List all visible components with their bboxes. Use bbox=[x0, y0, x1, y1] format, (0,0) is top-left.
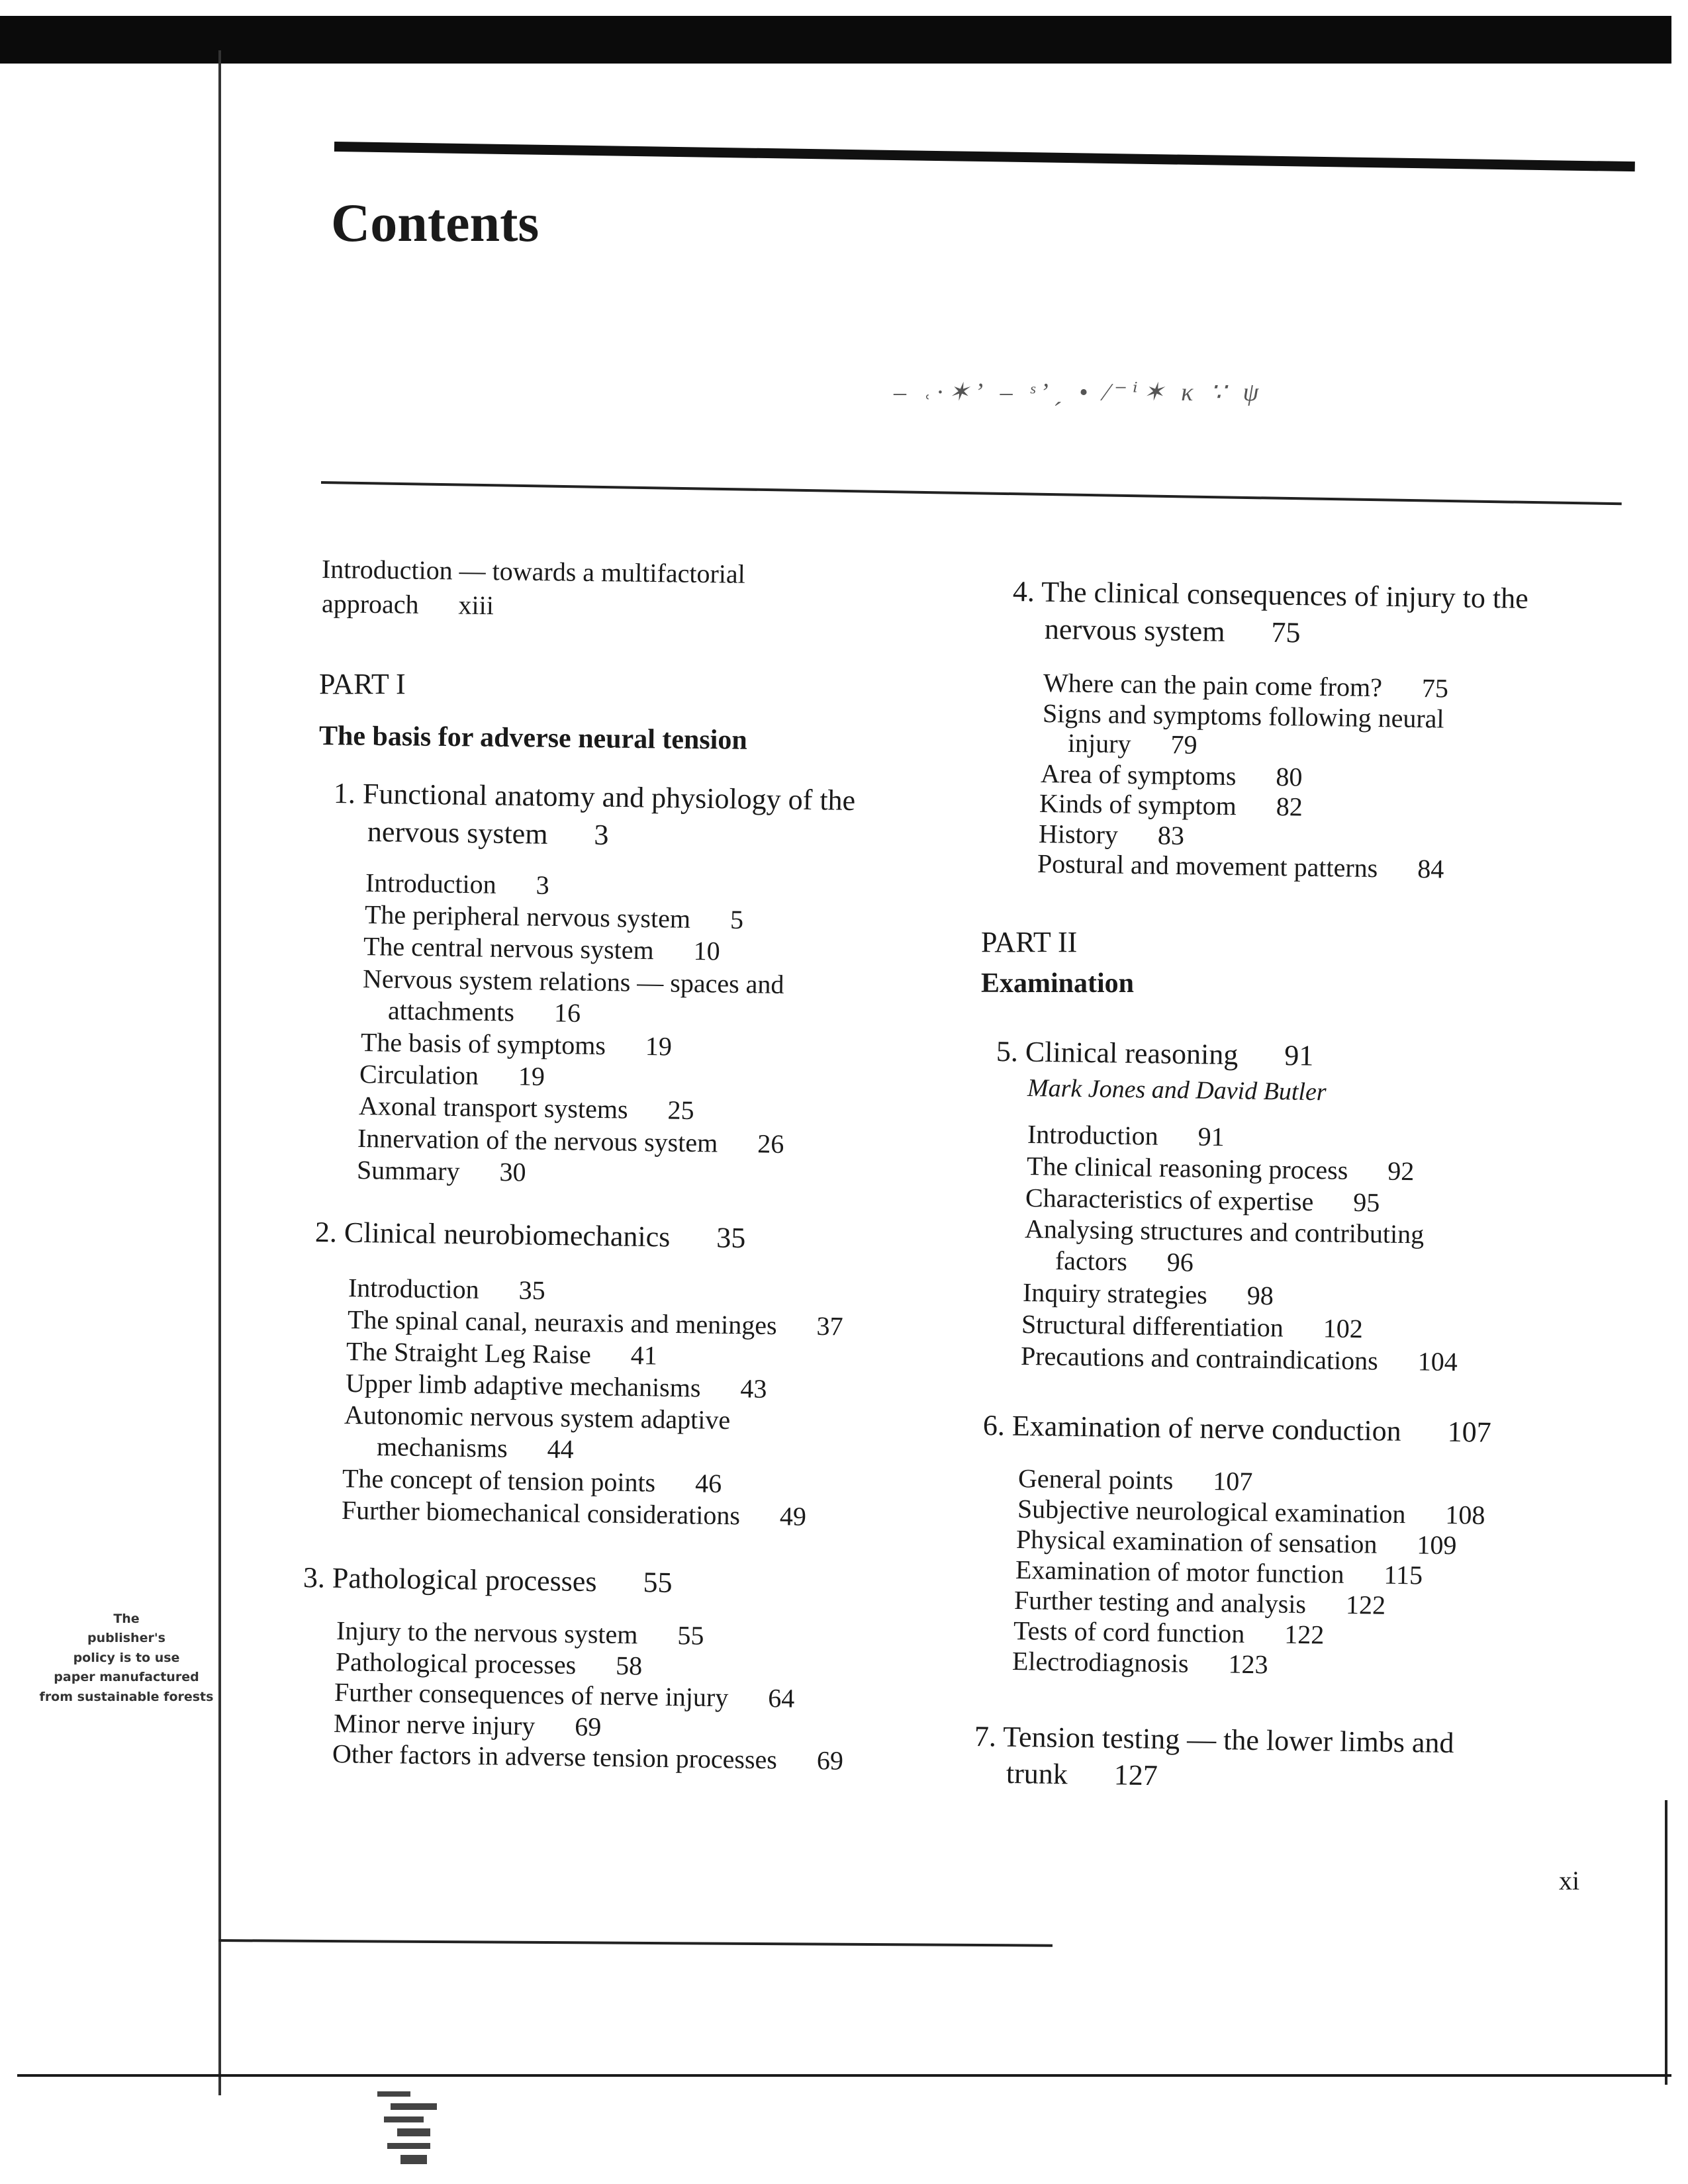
chapter-page: 3 bbox=[594, 818, 609, 852]
toc-entry-title: The basis of symptoms bbox=[360, 1027, 606, 1061]
left-margin-rule bbox=[218, 50, 221, 2095]
toc-entry bbox=[341, 1494, 806, 1533]
toc-entry-title: The clinical reasoning process bbox=[1026, 1150, 1348, 1185]
toc-entry-page: 69 bbox=[574, 1711, 602, 1742]
chapter-title: nervous system bbox=[367, 815, 548, 850]
toc-entry bbox=[345, 1367, 767, 1405]
toc-entry bbox=[335, 1646, 642, 1682]
toc-entry-title: Minor nerve injury bbox=[333, 1707, 536, 1741]
toc-entry-title: Tests of cord function bbox=[1013, 1615, 1245, 1649]
toc-entry-title: Electrodiagnosis bbox=[1011, 1646, 1189, 1678]
toc-entry bbox=[376, 1431, 573, 1465]
toc-entry bbox=[1018, 1463, 1253, 1498]
toc-entry-page: 55 bbox=[677, 1620, 704, 1651]
toc-entry-page: 16 bbox=[553, 997, 581, 1028]
toc-entry-page: 26 bbox=[757, 1128, 784, 1159]
toc-entry-title: Area of symptoms bbox=[1040, 758, 1237, 791]
chapter-title: Clinical reasoning bbox=[1025, 1035, 1239, 1071]
toc-entry-title: The central nervous system bbox=[363, 931, 655, 966]
chapter-page: 91 bbox=[1284, 1039, 1314, 1072]
toc-entry-page: 43 bbox=[739, 1373, 767, 1404]
scan-smudge bbox=[371, 2085, 457, 2171]
chapter-title: The clinical consequences of injury to the bbox=[1041, 575, 1529, 615]
part-title: The basis for adverse neural tension bbox=[318, 721, 747, 756]
toc-entry-page: 30 bbox=[498, 1156, 526, 1187]
toc-entry-page: 35 bbox=[518, 1275, 546, 1306]
toc-entry bbox=[360, 1026, 672, 1063]
chapter-number: 7. bbox=[974, 1720, 997, 1753]
toc-entry-title: Injury to the nervous system bbox=[336, 1615, 638, 1650]
notice-line: The bbox=[113, 1612, 140, 1626]
toc-entry-title: factors bbox=[1055, 1246, 1128, 1277]
toc-entry-title: History bbox=[1038, 818, 1118, 850]
toc-entry-page: 123 bbox=[1228, 1649, 1268, 1680]
toc-entry-page: 122 bbox=[1345, 1589, 1386, 1620]
toc-entry-title: Inquiry strategies bbox=[1022, 1277, 1207, 1310]
chapter-title: Functional anatomy and physiology of the bbox=[362, 777, 856, 817]
toc-entry bbox=[1012, 1645, 1268, 1680]
bottom-rule bbox=[17, 2074, 1671, 2077]
notice-line: from sustainable forests bbox=[39, 1689, 214, 1704]
toc-entry bbox=[1039, 788, 1303, 823]
toc-entry bbox=[358, 1090, 694, 1126]
publisher-notice bbox=[30, 1610, 222, 1707]
toc-entry-page: 44 bbox=[546, 1433, 574, 1465]
notice-line: publisher's bbox=[87, 1631, 165, 1646]
chapter-number: 1. bbox=[333, 777, 356, 810]
chapter-number: 6. bbox=[982, 1409, 1006, 1442]
toc-entry-title: Analysing structures and contributing bbox=[1024, 1214, 1424, 1250]
chapter-number: 4. bbox=[1012, 575, 1035, 608]
toc-entry-title: Precautions and contraindications bbox=[1020, 1340, 1378, 1376]
toc-entry-page: 91 bbox=[1197, 1121, 1225, 1152]
toc-entry-page: 104 bbox=[1417, 1345, 1458, 1377]
margin-scribble: ‒ ˓·✶ʼ – ˢ’ˏ • ∕⁻ⁱ✶ κ ∵ ψ bbox=[894, 379, 1264, 406]
chapter-number: 2. bbox=[314, 1216, 338, 1249]
toc-entry-page: 109 bbox=[1417, 1529, 1457, 1561]
toc-entry-title: The Straight Leg Raise bbox=[346, 1336, 592, 1370]
toc-entry-page: 19 bbox=[518, 1061, 545, 1092]
toc-entry bbox=[346, 1336, 658, 1372]
toc-entry-title: General points bbox=[1017, 1463, 1174, 1496]
toc-entry bbox=[363, 931, 720, 968]
chapter-page: 55 bbox=[643, 1566, 673, 1599]
toc-entry-page: 25 bbox=[667, 1095, 694, 1126]
toc-entry-page: 95 bbox=[1353, 1187, 1380, 1218]
toc-entry-page: 3 bbox=[536, 870, 550, 900]
right-edge-rule bbox=[1665, 1800, 1667, 2085]
chapter-heading bbox=[315, 1216, 746, 1254]
chapter-title: trunk bbox=[1006, 1757, 1068, 1791]
chapter-title: Tension testing — the lower limbs and bbox=[1002, 1720, 1454, 1760]
toc-intro-line2 bbox=[322, 588, 494, 621]
toc-entry-page: 84 bbox=[1417, 854, 1444, 884]
toc-entry-page: 122 bbox=[1284, 1619, 1325, 1650]
toc-entry bbox=[357, 1122, 784, 1160]
toc-entry bbox=[1038, 818, 1184, 852]
toc-entry-title: Introduction bbox=[365, 868, 497, 899]
toc-entry-title: Kinds of symptom bbox=[1039, 788, 1237, 821]
chapter-author: Mark Jones and David Butler bbox=[1027, 1074, 1327, 1107]
toc-entry-page: 69 bbox=[816, 1745, 844, 1776]
chapter-title: Clinical neurobiomechanics bbox=[344, 1216, 671, 1253]
toc-entry-title: Introduction bbox=[348, 1273, 480, 1304]
chapter-heading bbox=[996, 1036, 1314, 1072]
chapter-heading bbox=[974, 1721, 1454, 1760]
chapter-title: nervous system bbox=[1044, 613, 1225, 648]
toc-intro-line1: Introduction — towards a multifactorial bbox=[321, 554, 746, 589]
toc-entry-page: 92 bbox=[1387, 1156, 1415, 1186]
toc-entry-title: mechanisms bbox=[376, 1432, 508, 1463]
chapter-number: 5. bbox=[996, 1035, 1019, 1068]
toc-intro-title: approach bbox=[321, 588, 419, 619]
toc-entry bbox=[332, 1738, 844, 1777]
toc-entry-page: 102 bbox=[1323, 1313, 1364, 1343]
toc-entry bbox=[388, 995, 581, 1029]
toc-entry-title: Examination of motor function bbox=[1015, 1555, 1344, 1589]
part-label: PART II bbox=[981, 926, 1078, 958]
toc-entry bbox=[1021, 1308, 1363, 1345]
chapter-heading bbox=[334, 778, 856, 817]
toc-entry-page: 79 bbox=[1170, 729, 1197, 760]
toc-entry bbox=[348, 1272, 545, 1306]
toc-entry-page: 83 bbox=[1157, 820, 1184, 850]
section-rule bbox=[321, 481, 1622, 505]
chapter-page: 35 bbox=[716, 1221, 746, 1255]
scan-top-band bbox=[0, 16, 1671, 64]
part-label: PART I bbox=[319, 668, 406, 700]
chapter-page: 127 bbox=[1113, 1758, 1158, 1792]
toc-entry bbox=[1027, 1118, 1225, 1153]
chapter-heading-cont bbox=[1006, 1758, 1158, 1792]
toc-entry-title: Nervous system relations — spaces and bbox=[362, 963, 784, 999]
notice-line: policy is to use bbox=[73, 1650, 180, 1665]
toc-entry-page: 75 bbox=[1421, 672, 1449, 704]
toc-entry-title: Autonomic nervous system adaptive bbox=[344, 1400, 731, 1435]
toc-entry-title: Postural and movement patterns bbox=[1037, 848, 1378, 884]
toc-entry-title: Where can the pain come from? bbox=[1043, 668, 1383, 703]
toc-entry-title: Pathological processes bbox=[335, 1646, 577, 1680]
toc-entry-page: 96 bbox=[1166, 1247, 1194, 1278]
toc-entry bbox=[365, 867, 549, 901]
toc-entry-title: Innervation of the nervous system bbox=[357, 1122, 718, 1158]
toc-entry bbox=[1022, 1277, 1273, 1312]
toc-entry-page: 107 bbox=[1213, 1466, 1253, 1496]
toc-entry-title: Circulation bbox=[359, 1059, 479, 1091]
toc-entry-title: injury bbox=[1067, 728, 1131, 759]
toc-entry-page: 49 bbox=[779, 1501, 806, 1531]
toc-entry-title: Other factors in adverse tension processes bbox=[332, 1739, 778, 1775]
chapter-page: 107 bbox=[1447, 1415, 1491, 1449]
chapter-heading-cont bbox=[1045, 614, 1301, 649]
chapter-heading bbox=[1013, 576, 1528, 615]
chapter-page: 75 bbox=[1271, 615, 1301, 649]
toc-entry bbox=[1068, 727, 1197, 761]
toc-entry-title: The spinal canal, neuraxis and meninges bbox=[347, 1304, 777, 1341]
toc-intro-page: xiii bbox=[458, 590, 494, 621]
footer-rule bbox=[218, 1939, 1053, 1947]
toc-entry-page: 80 bbox=[1275, 761, 1303, 792]
toc-entry-title: Summary bbox=[356, 1154, 460, 1186]
chapter-number: 3. bbox=[303, 1561, 326, 1594]
chapter-title: Pathological processes bbox=[332, 1561, 597, 1598]
chapter-title: Examination of nerve conduction bbox=[1011, 1409, 1402, 1447]
toc-entry-page: 108 bbox=[1444, 1500, 1485, 1530]
toc-entry-title: The concept of tension points bbox=[342, 1463, 656, 1498]
toc-entry-title: Subjective neurological examination bbox=[1017, 1494, 1406, 1529]
toc-entry bbox=[359, 1058, 545, 1093]
title-rule bbox=[334, 142, 1635, 171]
toc-entry-title: Characteristics of expertise bbox=[1025, 1182, 1314, 1216]
toc-entry-page: 58 bbox=[615, 1650, 643, 1680]
toc-entry-title: attachments bbox=[387, 995, 515, 1027]
toc-entry-page: 82 bbox=[1276, 791, 1303, 822]
toc-entry-page: 41 bbox=[630, 1340, 658, 1371]
chapter-heading bbox=[303, 1562, 673, 1599]
toc-entry-title: The peripheral nervous system bbox=[364, 899, 690, 934]
toc-entry bbox=[342, 1463, 722, 1500]
toc-entry bbox=[356, 1154, 526, 1189]
chapter-heading-cont bbox=[367, 816, 609, 851]
toc-entry bbox=[333, 1707, 601, 1743]
toc-entry bbox=[364, 899, 743, 936]
toc-entry-page: 64 bbox=[767, 1683, 795, 1713]
toc-entry bbox=[1037, 848, 1444, 886]
toc-entry-title: Upper limb adaptive mechanisms bbox=[345, 1368, 701, 1403]
toc-entry-title: Further biomechanical considerations bbox=[341, 1495, 740, 1531]
toc-entry-title: Axonal transport systems bbox=[358, 1091, 628, 1125]
toc-entry-title: Further consequences of nerve injury bbox=[334, 1677, 729, 1713]
toc-entry-page: 5 bbox=[729, 904, 743, 935]
toc-entry bbox=[1025, 1182, 1380, 1218]
toc-entry-page: 37 bbox=[816, 1310, 843, 1342]
toc-entry-page: 19 bbox=[645, 1031, 672, 1062]
toc-entry-title: Signs and symptoms following neural bbox=[1042, 698, 1444, 733]
page-title: Contents bbox=[331, 193, 539, 253]
toc-entry-title: Further testing and analysis bbox=[1013, 1585, 1307, 1619]
notice-line: paper manufactured bbox=[54, 1670, 199, 1685]
chapter-heading bbox=[983, 1410, 1491, 1449]
toc-entry-page: 115 bbox=[1383, 1559, 1423, 1590]
toc-entry-title: Structural differentiation bbox=[1021, 1308, 1284, 1343]
toc-entry bbox=[1026, 1150, 1414, 1187]
toc-entry-page: 98 bbox=[1246, 1280, 1274, 1311]
toc-entry bbox=[1055, 1245, 1194, 1279]
part-title: Examination bbox=[981, 968, 1135, 999]
toc-entry bbox=[1020, 1340, 1457, 1378]
toc-entry-title: Physical examination of sensation bbox=[1015, 1524, 1378, 1559]
toc-entry-page: 46 bbox=[694, 1468, 722, 1499]
toc-entry-page: 10 bbox=[693, 936, 721, 966]
page-number: xi bbox=[1559, 1866, 1580, 1895]
toc-entry-title: Introduction bbox=[1027, 1119, 1159, 1151]
